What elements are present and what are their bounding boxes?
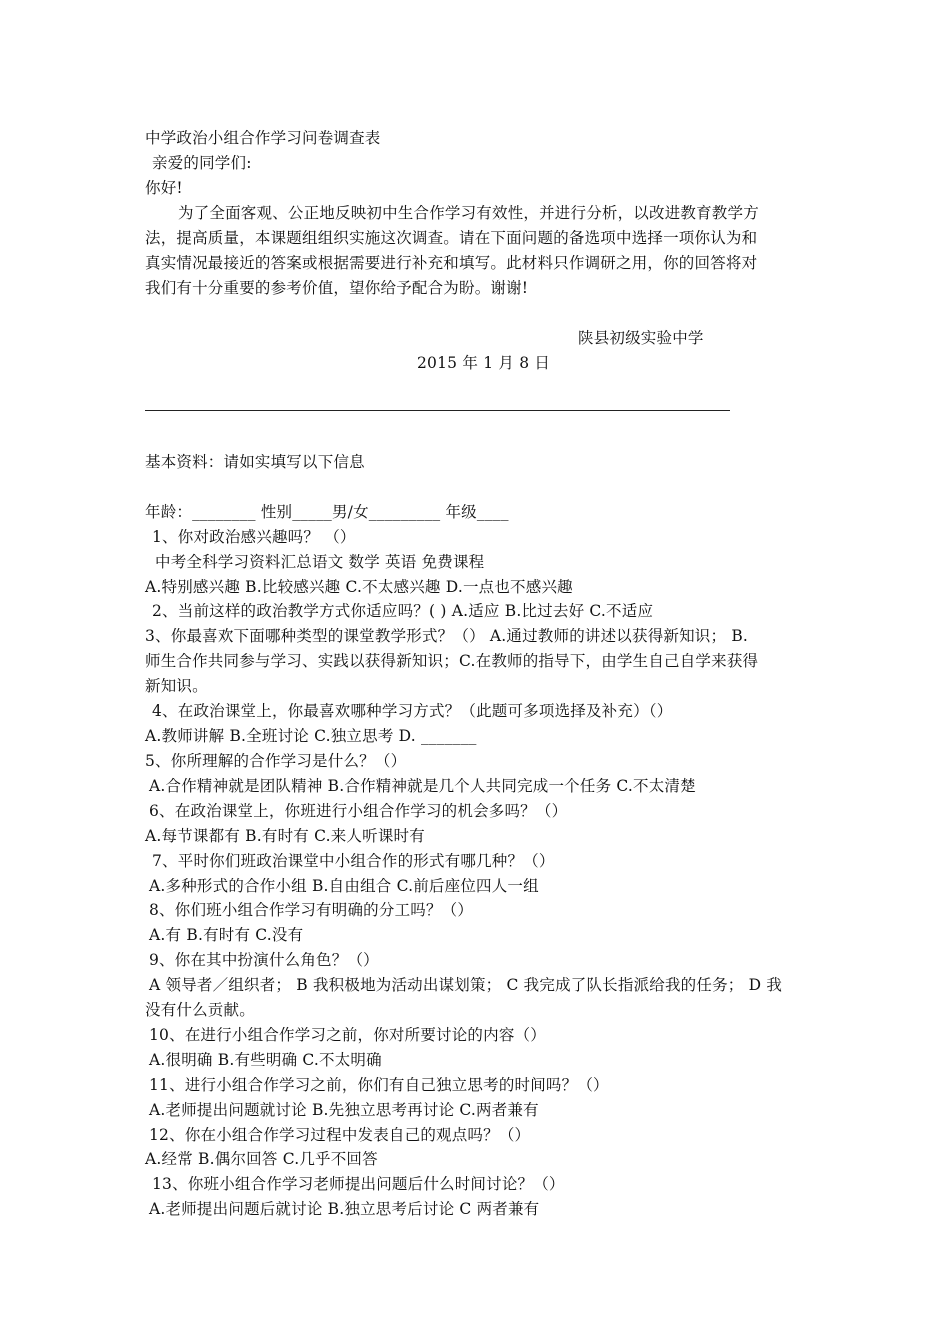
question-line: 4、在政治课堂上，你最喜欢哪种学习方式？（此题可多项选择及补充）（） (152, 702, 673, 720)
option-line: A.经常 B.偶尔回答 C.几乎不回答 (145, 1150, 378, 1168)
question-line: 新知识。 (145, 677, 208, 695)
question-line: 2、当前这样的政治教学方式你适应吗？( ) A.适应 B.比过去好 C.不适应 (152, 602, 654, 620)
question-line: 1、你对政治感兴趣吗？ （） (152, 528, 356, 546)
question-line: 8、你们班小组合作学习有明确的分工吗？（） (149, 901, 474, 919)
question-line: 6、在政治课堂上，你班进行小组合作学习的机会多吗？（） (149, 802, 568, 820)
option-line: A.老师提出问题就讨论 B.先独立思考再讨论 C.两者兼有 (149, 1101, 539, 1119)
intro-line: 为了全面客观、公正地反映初中生合作学习有效性，并进行分析，以改进教育教学方 (178, 204, 759, 222)
option-line: A.教师讲解 B.全班讨论 C.独立思考 D. _______ (145, 727, 477, 745)
option-line: A.每节课都有 B.有时有 C.来人听课时有 (145, 827, 425, 845)
intro-line: 我们有十分重要的参考价值，望你给予配合为盼。谢谢! (145, 279, 529, 297)
promo-line: 中考全科学习资料汇总语文 数学 英语 免费课程 (155, 553, 485, 571)
option-line: A.合作精神就是团队精神 B.合作精神就是几个人共同完成一个任务 C.不太清楚 (149, 777, 696, 795)
info-fields: 年龄：________ 性别_____男/女_________ 年级____ (145, 503, 509, 521)
greeting: 亲爱的同学们: (152, 154, 252, 172)
option-line: A 领导者／组织者； B 我积极地为活动出谋划策； C 我完成了队长指派给我的任务； D 我 (149, 976, 783, 994)
survey-date: 2015 年 1 月 8 日 (417, 354, 551, 372)
question-line: 师生合作共同参与学习、实践以获得新知识；C.在教师的指导下，由学生自己自学来获得 (145, 652, 759, 670)
option-line: A.很明确 B.有些明确 C.不太明确 (149, 1051, 382, 1069)
question-line: 11、进行小组合作学习之前，你们有自己独立思考的时间吗？（） (149, 1076, 609, 1094)
intro-line: 真实情况最接近的答案或根据需要进行补充和填写。此材料只作调研之用，你的回答将对 (145, 254, 758, 272)
question-line: 12、你在小组合作学习过程中发表自己的观点吗？（） (149, 1126, 531, 1144)
question-line: 10、在进行小组合作学习之前，你对所要讨论的内容（） (149, 1026, 546, 1044)
document-title: 中学政治小组合作学习问卷调查表 (145, 129, 381, 147)
intro-line: 法，提高质量，本课题组组织实施这次调查。请在下面问题的备选项中选择一项你认为和 (145, 229, 758, 247)
question-line: 9、你在其中扮演什么角色？（） (149, 951, 379, 969)
question-line: 7、平时你们班政治课堂中小组合作的形式有哪几种？（） (152, 852, 555, 870)
option-line: A.多种形式的合作小组 B.自由组合 C.前后座位四人一组 (149, 877, 539, 895)
school-name: 陕县初级实验中学 (578, 329, 704, 347)
question-line: 5、你所理解的合作学习是什么？（） (145, 752, 407, 770)
hello-line: 你好! (145, 179, 183, 197)
option-line: 没有什么贡献。 (145, 1001, 255, 1019)
basic-info-heading: 基本资料：请如实填写以下信息 (145, 453, 365, 471)
question-line: 3、你最喜欢下面哪种类型的课堂教学形式？（） A.通过教师的讲述以获得新知识； B. (145, 627, 749, 645)
option-line: A.老师提出问题后就讨论 B.独立思考后讨论 C 两者兼有 (149, 1200, 540, 1218)
option-line: A.有 B.有时有 C.没有 (149, 926, 304, 944)
question-line: 13、你班小组合作学习老师提出问题后什么时间讨论？（） (152, 1175, 565, 1193)
separator-line (145, 410, 730, 411)
option-line: A.特别感兴趣 B.比较感兴趣 C.不太感兴趣 D.一点也不感兴趣 (145, 578, 573, 596)
